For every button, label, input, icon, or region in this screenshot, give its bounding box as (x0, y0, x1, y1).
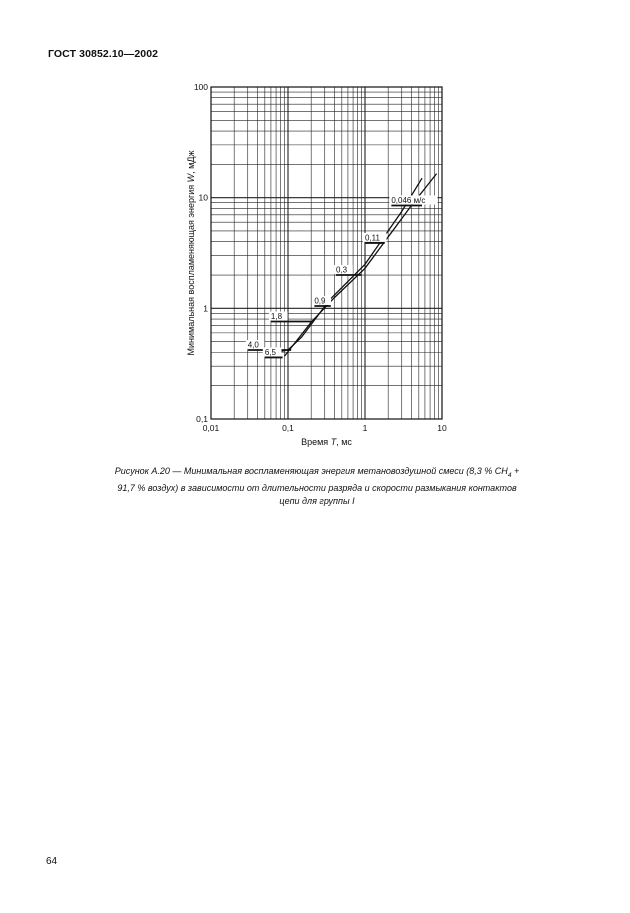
x-tick-label: 0,01 (202, 423, 220, 433)
x-tick-label: 10 (437, 423, 447, 433)
y-tick-label: 100 (193, 82, 208, 92)
speed-label: 1,8 (270, 312, 283, 322)
speed-label: 0,9 (314, 296, 326, 306)
y-tick-label: 0,1 (196, 414, 208, 424)
speed-label: 0,11 (365, 233, 380, 243)
speed-label: 0,046 м/с (391, 195, 426, 205)
x-axis-label: Время T, мс (301, 437, 352, 447)
figure-caption: Рисунок А.20 — Минимальная воспламеняющая энергия метановоздушной смеси (8,3 % $CH_4 + 91,7$ % воздух) в зависимости от длительности разряда и скорости размыкания контактов цепи для группы I (114, 466, 520, 506)
y-tick-label: 1 (203, 303, 208, 314)
x-tick-label: 0,1 (282, 423, 294, 433)
speed-label: 4,0 (247, 340, 259, 350)
x-tick-label: 1 (362, 423, 368, 433)
tick-labels (194, 82, 447, 433)
y-axis-label: Минимальная воспламеняющая энергия W, мДж (186, 150, 196, 356)
page-number: 64 (46, 856, 58, 867)
y-tick-label: 10 (198, 192, 208, 203)
speed-label: 0,3 (335, 265, 348, 275)
chart-grid (211, 87, 442, 419)
document-header: ГОСТ 30852.10—2002 (48, 48, 159, 60)
plot-frame (211, 87, 442, 419)
speed-label: 6,5 (264, 347, 276, 357)
